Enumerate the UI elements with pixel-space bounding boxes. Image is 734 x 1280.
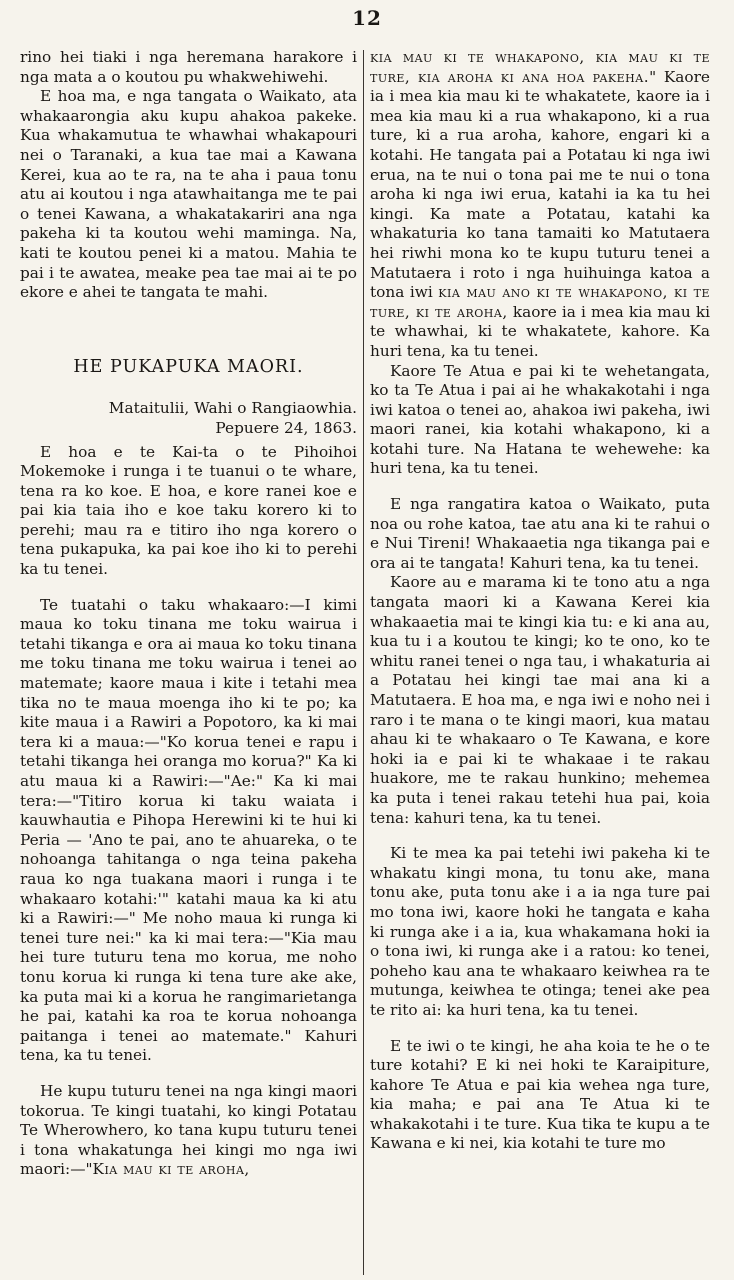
column-divider [363, 50, 364, 1275]
dateline-date: Pepuere 24, 1863. [215, 418, 357, 437]
right-paragraph-4: Kaore au e marama ki te tono atu a nga tangata maori ki a Kawana Kerei kia whakaaetia mai te kingi kia tu: e ki ana au, kua tu i a koutou te kingi; ko te ono, ko te whitu ranei tenei o nga tau, i whakaturia ai a Potatau hei kingi tae mai ana ki a Matutaera. E hoa ma, e nga iwi e noho nei i raro i te mana o te kingi maori, kua matau ahau ki te whakaaro o Te Kawana, e kore hoki ia e pai ki te whakaae i te rakau huakore, me te rakau hunkino; mehemea ka puta i tenei rakau tetehi hua pai, koia tena: kahuri tena, ka tu tenei. [370, 573, 710, 827]
letter-dateline [20, 399, 357, 438]
right-paragraph-5: Ki te mea ka pai tetehi iwi pakeha ki te whakatu kingi mona, tu tonu ake, mana tonu ake, puta tonu ake i a ia nga ture pai mo tona iwi, kaore hoki he tangata e kaha ki runga ake i a ia, kua whakamana hoki ia o tona iwi, ki runga ake i a ratou: ko tenei, poheho kau ana te whakaaro keiwhea ra te mutunga, keiwhea te otinga; tenei ake pea te rito ai: ka huri tena, ka tu tenei. [370, 844, 710, 1019]
right-paragraph-2: Kaore Te Atua e pai ki te wehetangata, ko ta Te Atua i pai ai he whakakotahi i nga iwi katoa o tenei ao, ahakoa iwi pakeha, iwi maori ranei, kia kotahi whakapono, ki a kotahi ture. Na Hatana te wehewehe: ka huri tena, ka tu tenei. [370, 361, 710, 478]
right-paragraph-1 [370, 48, 710, 362]
right-paragraph-6: E te iwi o te kingi, he aha koia te he o te ture kotahi? E ki nei hoki te Karaipiture, kahore Te Atua e pai kia wehea nga ture, kia maha; e pai ana Te Atua ki te whakakotahi i te ture. Kua tika te kupu a te Kawana e ki nei, kia kotahi te ture mo [370, 1036, 710, 1153]
right-paragraph-1-caps-2: kia mau ano ki te whakapono, ki te ture, ki te aroha, [370, 283, 710, 321]
right-column [370, 48, 710, 1273]
left-column [20, 48, 357, 1273]
letter-paragraph-3 [20, 1082, 357, 1180]
letter-paragraph-2: Te tuatahi o taku whakaaro:—I kimi maua ko toku tinana me toku wairua i tetahi tikanga e ora ai maua ko toku tinana me toku tinana me toku wairua i tenei ao matemate; kaore maua i kite i tetahi mea tika no te maua moenga iho ki te po; ka kite maua i a Rawiri a Popotoro, ka ki mai tera ki a maua:—"Ko korua tenei e rapu i tetahi tikanga hei oranga mo korua?" Ka ki atu maua ki a Rawiri:—"Ae:" Ka ki mai tera:—"Titiro korua ki taku waiata i kauwhautia e Pihopa Herewini ki te hui ki Peria — 'Ano te pai, ano te ahuareka, o te nohoanga tahitanga o nga teina pakeha raua ko nga tuakana maori i runga i te whakaaro kotahi:'" katahi maua ka ki atu ki a Rawiri:—" Me noho maua ki runga ki tenei ture nei:" ka ki mai tera:—"Kia mau hei ture tuturu tena mo korua, me noho tonu korua ki runga ki tena ture ake ake, ka puta mai ki a korua he rangimarietanga he pai, katahi ka roa te korua nohoanga paitanga i tenei ao matemate." Kahuri tena, ka tu tenei. [20, 595, 357, 1065]
dateline-place: Mataitulii, Wahi o Rangiaowhia. [108, 399, 357, 418]
left-paragraph-2: E hoa ma, e nga tangata o Waikato, ata whakaarongia aku kupu ahakoa pakeke. Kua whakamutua te whawhai whakapouri nei o Taranaki, a kua tae mai a Kawana Kerei, kua ao te ra, na te aha i paua tonu atu ai koutou i nga atawhaitanga me te pai o tenei Kawana, a whakatakariri ana nga pakeha ki ta koutou wehi maminga. Na, kati te koutou penei ki a matou. Mahia te pai i te awatea, meake pea tae mai ai te po ekore e ahei te tangata te mahi. [20, 87, 357, 302]
right-paragraph-1-tail: kaore ia i mea kia mau ki te whawhai, ki te whakatete, kahore. Ka huri tena, ka tu tenei. [370, 302, 710, 360]
right-paragraph-1-text: Kaore ia i mea kia mau ki te whakatete, kaore ia i mea kia mau ki a rua whakapono, ki a rua ture, ki a rua aroha, kahore, engari ki a kotahi. He tangata pai a Potatau ki nga iwi erua, na te nui o tona pai me te nui o tona aroha ki nga iwi erua, katahi ia ka tu hei kingi. Ka mate a Potatau, katahi ka whakaturia ko tana tamaiti ko Matutaera hei riwhi mona ko te kupu tuturu tenei a Matutaera i roto i nga huihuinga katoa a tona iwi [370, 67, 710, 302]
left-paragraph-1: rino hei tiaki i nga heremana harakore i nga mata a o koutou pu whakwehiwehi. [20, 48, 357, 86]
right-paragraph-3: E nga rangatira katoa o Waikato, puta noa ou rohe katoa, tae atu ana ki te rahui o e Nui Tireni! Whakaaetia nga tikanga pai e ora ai te tangata! Kahuri tena, ka tu tenei. [370, 495, 710, 572]
section-heading: HE PUKAPUKA MAORI. [73, 356, 304, 377]
letter-paragraph-3-caps: Kia mau ki te aroha, [92, 1160, 250, 1179]
right-paragraph-1-caps: kia mau ki te whakapono, kia mau ki te ture, kia aroha ki ana hoa pakeha." [370, 48, 710, 86]
letter-paragraph-3-text: He kupu tuturu tenei na nga kingi maori tokorua. Te kingi tuatahi, ko kingi Potatau Te Wherowhero, ko tana kupu tuturu tenei i tona whakatunga hei kingi mo nga iwi maori:—" [20, 1081, 357, 1179]
page-number: 12 [352, 6, 382, 30]
letter-paragraph-1: E hoa e te Kai-ta o te Pihoihoi Mokemoke i runga i te tuanui o te whare, tena ra ko koe. E hoa, e kore ranei koe e pai kia taia iho e koe taku korero ki to perehi; mau ra e titiro iho nga korero o tena pukapuka, ka pai koe iho ki to perehi ka tu tenei. [20, 442, 357, 579]
